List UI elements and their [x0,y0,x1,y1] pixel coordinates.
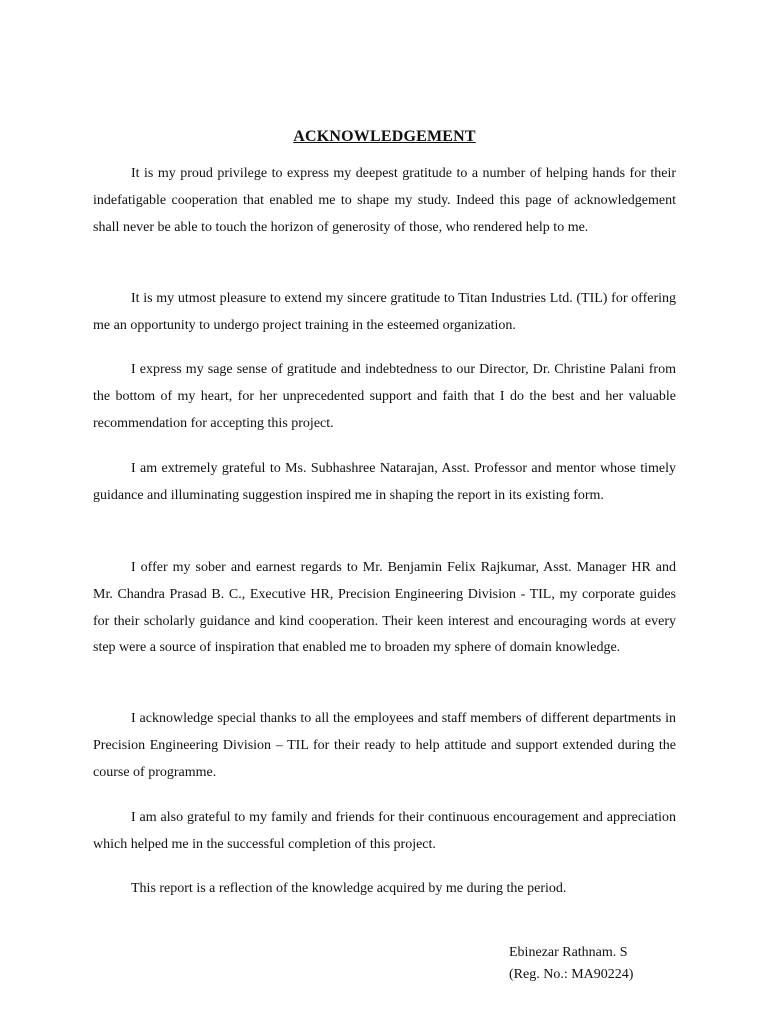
paragraph-2: It is my utmost pleasure to extend my sincere gratitude to Titan Industries Ltd. (TIL) for offering me an opportunity to undergo project training in the esteemed organization. [93,291,676,333]
signature-reg-no: (Reg. No.: MA90224) [509,967,634,982]
paragraph-4: I am extremely grateful to Ms. Subhashree Natarajan, Asst. Professor and mentor whose timely guidance and illuminating suggestion inspired me in shaping the report in its existing form. [93,461,676,503]
paragraph-6: I acknowledge special thanks to all the employees and staff members of different departments in Precision Engineering Division – TIL for their ready to help attitude and support extended during the course of programme. [93,711,676,780]
signature-block [509,942,633,986]
paragraph-1: It is my proud privilege to express my deepest gratitude to a number of helping hands for their indefatigable cooperation that enabled me to shape my study. Indeed this page of acknowledgement shall never be able to touch the horizon of generosity of those, who rendered help to me. [93,166,676,235]
paragraph-7: I am also grateful to my family and friends for their continuous encouragement and appreciation which helped me in the successful completion of this project. [93,810,676,852]
paragraph-5: I offer my sober and earnest regards to Mr. Benjamin Felix Rajkumar, Asst. Manager HR and Mr. Chandra Prasad B. C., Executive HR, Precision Engineering Division - TIL, my corporate guides for their scholarly guidance and kind cooperation. Their keen interest and encouraging words at every step were a source of inspiration that enabled me to broaden my sphere of domain knowledge. [93,560,676,656]
paragraph-8: This report is a reflection of the knowledge acquired by me during the period. [131,881,567,896]
signature-name: Ebinezar Rathnam. S [509,945,628,960]
paragraph-3: I express my sage sense of gratitude and indebtedness to our Director, Dr. Christine Palani from the bottom of my heart, for her unprecedented support and faith that I do the best and her valuable recommendation for accepting this project. [93,362,676,431]
page-title: ACKNOWLEDGEMENT [293,128,476,145]
